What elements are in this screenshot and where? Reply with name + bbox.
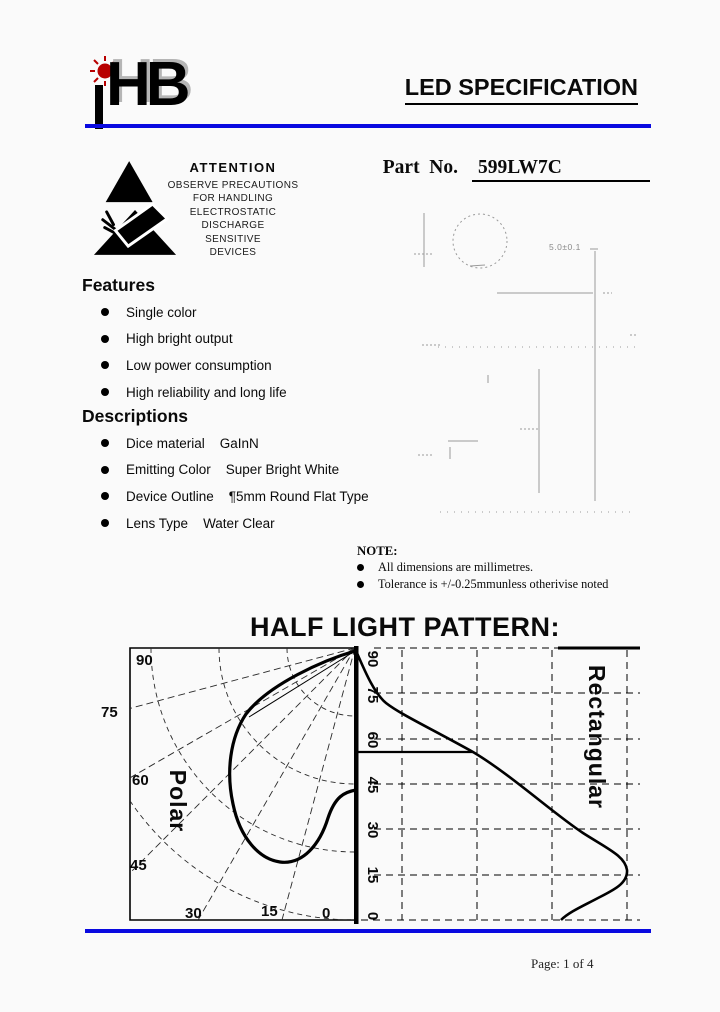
- note-item: [357, 559, 667, 576]
- attention-line: OBSERVE PRECAUTIONS: [167, 180, 299, 191]
- logo: [90, 52, 200, 132]
- bullet-icon: [101, 308, 109, 316]
- bullet-icon: [357, 564, 364, 571]
- part-number-label: Part No.: [382, 157, 459, 178]
- bullet-icon: [101, 335, 109, 343]
- angle-tick-label: 0: [364, 911, 381, 921]
- list-item: [101, 326, 287, 353]
- angle-tick-label: 60: [364, 731, 381, 749]
- bullet-icon: [101, 492, 109, 500]
- angle-tick-label: 0: [322, 905, 331, 922]
- attention-line: SENSITIVE: [205, 233, 261, 245]
- bullet-icon: [101, 361, 109, 369]
- angle-tick-label: 75: [101, 704, 118, 721]
- desc-value: ¶5mm Round Flat Type: [228, 488, 369, 504]
- logo-text: HB: [106, 50, 186, 119]
- angle-tick-label: 30: [364, 821, 381, 839]
- angle-tick-label: 90: [136, 652, 153, 669]
- package-outline-drawing: [400, 205, 660, 525]
- descriptions-list: [101, 430, 369, 536]
- bullet-icon: [101, 388, 109, 396]
- feature-text: Low power consumption: [126, 357, 272, 373]
- angle-tick-label: 45: [364, 776, 381, 794]
- attention-title: ATTENTION: [189, 160, 277, 175]
- angle-tick-label: 45: [130, 857, 147, 874]
- note-item: [357, 576, 667, 593]
- desc-value: Super Bright White: [225, 462, 340, 478]
- note-text: Tolerance is +/-0.25mmunless otherivise noted: [378, 577, 609, 591]
- logo-stem: [95, 85, 103, 129]
- attention-block: [158, 160, 308, 259]
- desc-label: Device Outline: [126, 488, 214, 504]
- polar-lobe-curve: [230, 651, 356, 862]
- desc-value: GaInN: [219, 435, 259, 451]
- bullet-icon: [101, 466, 109, 474]
- attention-line: ELECTROSTATIC: [189, 206, 277, 218]
- part-number-row: [373, 135, 650, 182]
- dimension-label: 5.0±0.1: [549, 242, 581, 252]
- page-number: Page: 1 of 4: [531, 956, 594, 971]
- list-item: [101, 510, 369, 537]
- list-item: [101, 379, 287, 406]
- attention-line: DEVICES: [209, 247, 257, 259]
- note-title: NOTE:: [357, 544, 398, 558]
- feature-text: Single color: [126, 304, 197, 320]
- attention-line: FOR HANDLING: [192, 193, 274, 205]
- desc-label: Emitting Color: [126, 462, 211, 478]
- features-heading: Features: [82, 275, 155, 295]
- angle-tick-label: 15: [364, 866, 381, 884]
- angle-tick-label: 30: [185, 905, 202, 922]
- pattern-heading: HALF LIGHT PATTERN:: [250, 612, 560, 642]
- feature-text: High bright output: [126, 331, 233, 347]
- bullet-icon: [101, 519, 109, 527]
- list-item: [101, 299, 287, 326]
- desc-value: Water Clear: [203, 515, 275, 531]
- note-block: [357, 544, 667, 593]
- polar-panel-label: Polar: [165, 769, 191, 833]
- central-axis: [354, 646, 359, 924]
- angle-tick-label: 90: [364, 650, 381, 668]
- desc-label: Dice material: [126, 435, 205, 451]
- angle-tick-label: 75: [364, 686, 381, 704]
- angle-tick-label: 60: [132, 772, 149, 789]
- list-item: [101, 430, 369, 457]
- desc-label: Lens Type: [126, 515, 189, 531]
- rectangular-panel-label: Rectangular: [584, 665, 610, 809]
- half-light-pattern-chart: [101, 646, 642, 924]
- note-text: All dimensions are millimetres.: [378, 560, 534, 574]
- features-list: [101, 299, 287, 405]
- bullet-icon: [101, 439, 109, 447]
- footer-rule: [85, 929, 651, 933]
- list-item: [101, 457, 369, 484]
- attention-line: DISCHARGE: [201, 220, 265, 232]
- list-item: [101, 483, 369, 510]
- angle-tick-label: 15: [261, 903, 278, 920]
- header-rule: [85, 124, 651, 128]
- bullet-icon: [357, 581, 364, 588]
- list-item: [101, 352, 287, 379]
- part-number-value: 599LW7C: [472, 157, 650, 182]
- feature-text: High reliability and long life: [126, 384, 287, 400]
- descriptions-heading: Descriptions: [82, 406, 188, 426]
- page-title: LED SPECIFICATION: [405, 74, 638, 105]
